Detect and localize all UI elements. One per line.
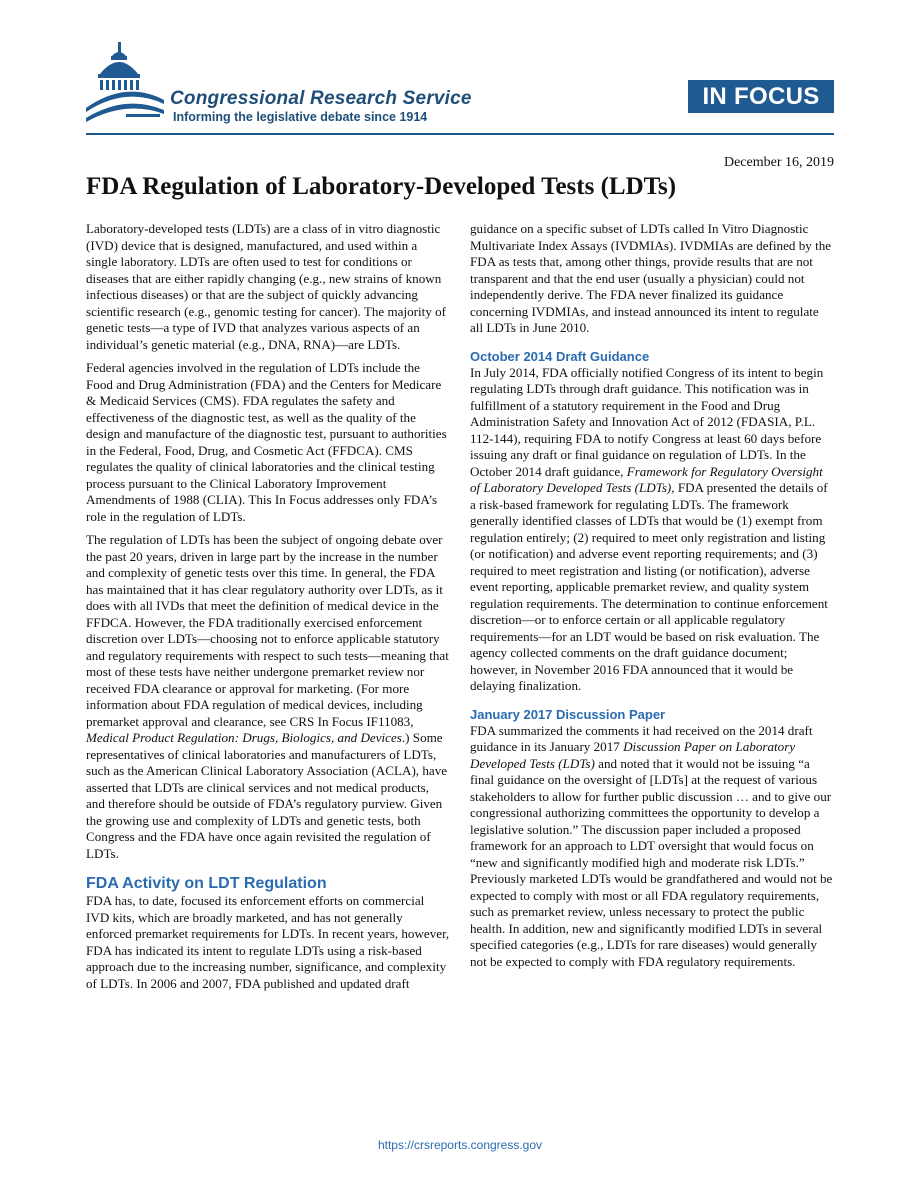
paragraph: guidance on a specific subset of LDTs called In Vitro Diagnostic Multivariate Index Assays (IVDMIAs). IVDMIAs are defined by the FDA as tests that, among other things, provide results that are not transparent and that the end user (usually a physician) could not independently derive. The FDA never finalized its guidance concerning IVDMIAs, and instead announced its intent to regulate all LDTs in June 2010.: [470, 221, 832, 335]
cited-title: Framework for Regulatory Oversight of Laboratory Developed Tests (LDTs),: [470, 463, 823, 495]
paragraph: FDA summarized the comments it had received on the 2014 draft guidance in its January 2017 Discussion Paper on Laboratory Developed Tests (LDTs) and noted that it would not be issuing “a final guidance on the oversight of [LDTs] at the request of various stakeholders to allow for further public discussion … and to give our congressional authorizing committees the opportunity to develop a legislative solution.” The discussion paper included a proposed framework for an approach to LDT oversight that would focus on “new and significantly modified high and moderate risk LDTs.” Previously marketed LDTs would be grandfathered and would not be expected to comply with most or all FDA regulatory requirements, such as premarket review, unless necessary to protect the public health. In addition, new and significantly modified LDTs in several specified categories (e.g., LDTs for rare diseases) would generally not be expected to comply with FDA regulatory requirements.: [470, 722, 833, 969]
section-heading: FDA Activity on LDT Regulation: [86, 875, 327, 892]
cited-title: Discussion Paper on Laboratory Developed Tests (LDTs): [470, 739, 796, 771]
header-divider: [86, 133, 834, 135]
paragraph: Laboratory-developed tests (LDTs) are a class of in vitro diagnostic (IVD) device that is designed, manufactured, and used within a single laboratory. LDTs are often used to test for conditions or diseases that are either rapidly changing (e.g., new strains of known infectious diseases) or that are the subject of quickly advancing scientific research (e.g., genomic testing for cancer). The majority of genetic tests—a type of IVD that analyzes various aspects of an individual’s genetic material (e.g., DNA, RNA)—are LDTs.: [86, 221, 447, 352]
capitol-dome-icon: [86, 40, 176, 132]
paragraph: The regulation of LDTs has been the subject of ongoing debate over the past 20 years, driven in large part by the increase in the number and complexity of genetic tests over this time. In general, the FDA has maintained that it has clear regulatory authority over LDTs, as it does with all IVDs that meet the definition of medical device in the FFDCA. However, the FDA traditionally exercised enforcement discretion over LDTs—choosing not to enforce applicable statutory and regulatory requirements with respect to such tests—meaning that most of these tests have neither undergone premarket review nor received FDA clearance or approval for marketing. (For more information about FDA regulation of medical devices, including premarket approval and clearance, see CRS In Focus IF11083, Medical Product Regulation: Drugs, Biologics, and Devices.) Some representatives of clinical laboratories and manufacturers of LDTs, such as the American Clinical Laboratory Association (ACLA), have asserted that LDTs are clinical services and not medical products, and therefore should be outside of FDA’s regulatory purview. Given the growing use and complexity of LDTs and genetic tests, both Congress and the FDA have once again revisited the regulation of LDTs.: [86, 532, 449, 861]
right-column: [470, 221, 834, 977]
footer-url-link[interactable]: https://crsreports.congress.gov: [377, 1138, 543, 1152]
org-name: Congressional Research Service: [170, 88, 472, 109]
in-focus-badge: IN FOCUS: [688, 80, 834, 113]
publication-date: December 16, 2019: [723, 155, 834, 170]
page-title: FDA Regulation of Laboratory-Developed Tests (LDTs): [86, 173, 677, 200]
org-tagline: Informing the legislative debate since 1914: [173, 110, 428, 124]
paragraph: FDA has, to date, focused its enforcement efforts on commercial IVD kits, which are broadly marketed, and has not generally enforced premarket requirements for LDTs. In recent years, however, FDA has indicated its intent to regulate LDTs using a risk-based approach due to the increasing number, significance, and complexity of LDTs. In 2006 and 2007, FDA published and updated draft: [86, 893, 450, 991]
paragraph: In July 2014, FDA officially notified Congress of its intent to begin regulating LDTs through draft guidance. This notification was in fulfillment of a statutory requirement in the Food and Drug Administration Safety and Innovation Act of 2012 (FDASIA, P.L. 112-144), requiring FDA to notify Congress at least 60 days before issuing any draft or final guidance on regulation of LDTs. In the October 2014 draft guidance, Framework for Regulatory Oversight of Laboratory Developed Tests (LDTs), FDA presented the details of a risk-based framework for regulating LDTs. The framework generally identified classes of LDTs that would be (1) exempt from regulation entirely; (2) required to meet only registration and listing (or notification) and adverse event reporting requirements; and (3) required to meet registration and listing (or notification), adverse event reporting, applicable premarket review, and quality system regulation requirements. The determination to continue enforcement discretion—or to enforce certain or all applicable regulatory requirements—for an LDT would be based on risk evaluation. The agency collected comments on the draft guidance document; however, in November 2016 FDA announced that it would be delaying finalization.: [470, 364, 828, 693]
paragraph: Federal agencies involved in the regulation of LDTs include the Food and Drug Administration (FDA) and the Centers for Medicare & Medicaid Services (CMS). FDA regulates the safety and effectiveness of the diagnostic test, as well as the quality of the design and manufacture of the diagnostic test, pursuant to authorities in the Federal, Food, Drug, and Cosmetic Act (FFDCA). CMS regulates the quality of clinical laboratories and the clinical testing process pursuant to the Clinical Laboratory Improvement Amendments of 1988 (CLIA). This In Focus addresses only FDA’s role in the regulation of LDTs.: [86, 360, 447, 524]
left-column: [86, 221, 450, 999]
subsection-heading: January 2017 Discussion Paper: [470, 706, 666, 722]
cited-title: Medical Product Regulation: Drugs, Biologics, and Devices: [86, 730, 402, 745]
subsection-heading: October 2014 Draft Guidance: [470, 348, 650, 364]
